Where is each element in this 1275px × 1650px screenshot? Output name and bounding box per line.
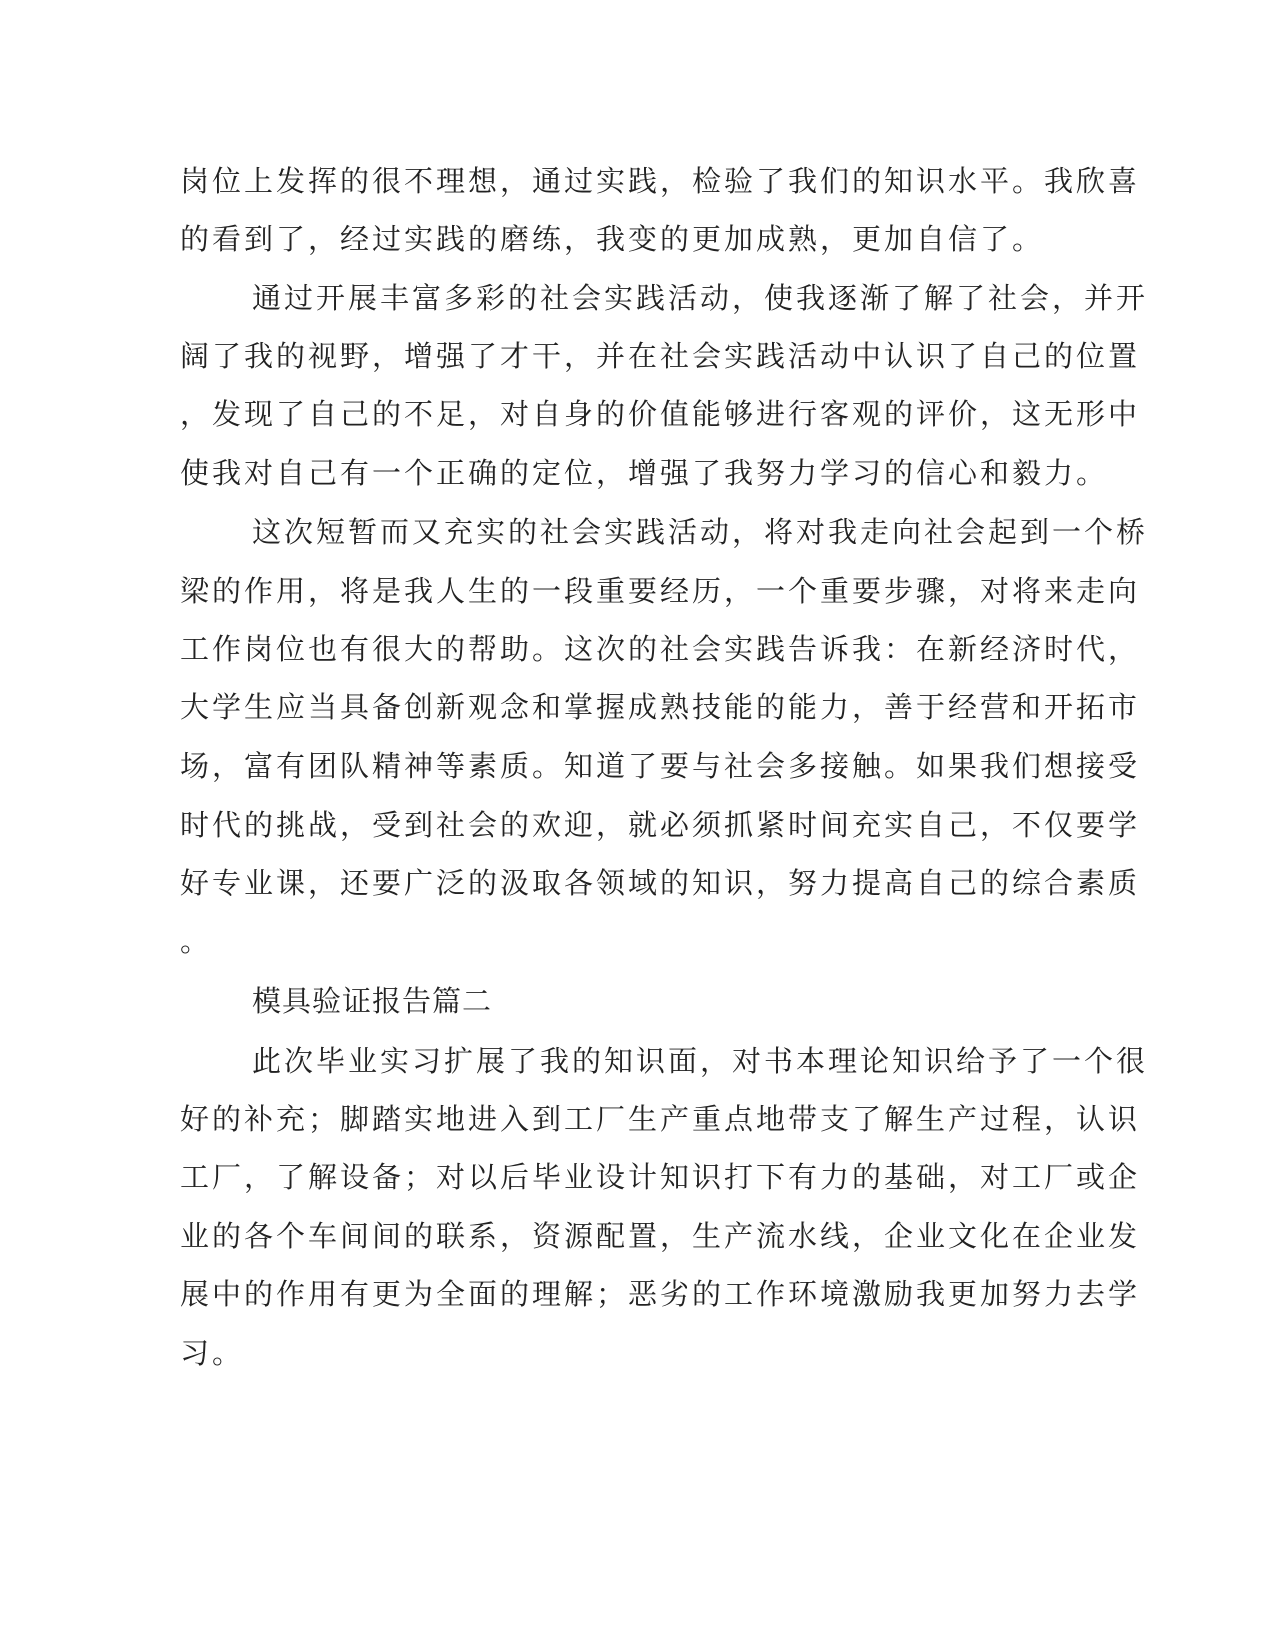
text-line: 展中的作用有更为全面的理解；恶劣的工作环境激励我更加努力去学: [180, 1277, 1141, 1311]
section-heading: 模具验证报告篇二: [252, 984, 493, 1018]
text-line: 时代的挑战，受到社会的欢迎，就必须抓紧时间充实自己，不仅要学: [180, 808, 1141, 842]
text-line: 好专业课，还要广泛的汲取各领域的知识，努力提高自己的综合素质: [180, 866, 1141, 900]
text-line: 使我对自己有一个正确的定位，增强了我努力学习的信心和毅力。: [180, 456, 1109, 490]
text-line: 这次短暂而又充实的社会实践活动，将对我走向社会起到一个桥: [252, 515, 1149, 549]
text-line: 通过开展丰富多彩的社会实践活动，使我逐渐了解了社会，并开: [252, 281, 1149, 315]
text-line: 的看到了，经过实践的磨练，我变的更加成熟，更加自信了。: [180, 222, 1045, 256]
text-line: 。: [180, 924, 213, 958]
text-line: 此次毕业实习扩展了我的知识面，对书本理论知识给予了一个很: [252, 1044, 1149, 1078]
text-line: 工厂，了解设备；对以后毕业设计知识打下有力的基础，对工厂或企: [180, 1160, 1141, 1194]
text-line: 好的补充；脚踏实地进入到工厂生产重点地带支了解生产过程，认识: [180, 1102, 1141, 1136]
text-line: 大学生应当具备创新观念和掌握成熟技能的能力，善于经营和开拓市: [180, 690, 1141, 724]
text-line: 工作岗位也有很大的帮助。这次的社会实践告诉我：在新经济时代，: [180, 632, 1141, 666]
text-line: 梁的作用，将是我人生的一段重要经历，一个重要步骤，对将来走向: [180, 574, 1141, 608]
text-line: 场，富有团队精神等素质。知道了要与社会多接触。如果我们想接受: [180, 749, 1141, 783]
text-line: 习。: [180, 1336, 245, 1370]
text-line: 业的各个车间间的联系，资源配置，生产流水线，企业文化在企业发: [180, 1219, 1141, 1253]
text-line: ，发现了自己的不足，对自身的价值能够进行客观的评价，这无形中: [180, 397, 1141, 431]
text-line: 岗位上发挥的很不理想，通过实践，检验了我们的知识水平。我欣喜: [180, 164, 1141, 198]
text-line: 阔了我的视野，增强了才干，并在社会实践活动中认识了自己的位置: [180, 339, 1141, 373]
